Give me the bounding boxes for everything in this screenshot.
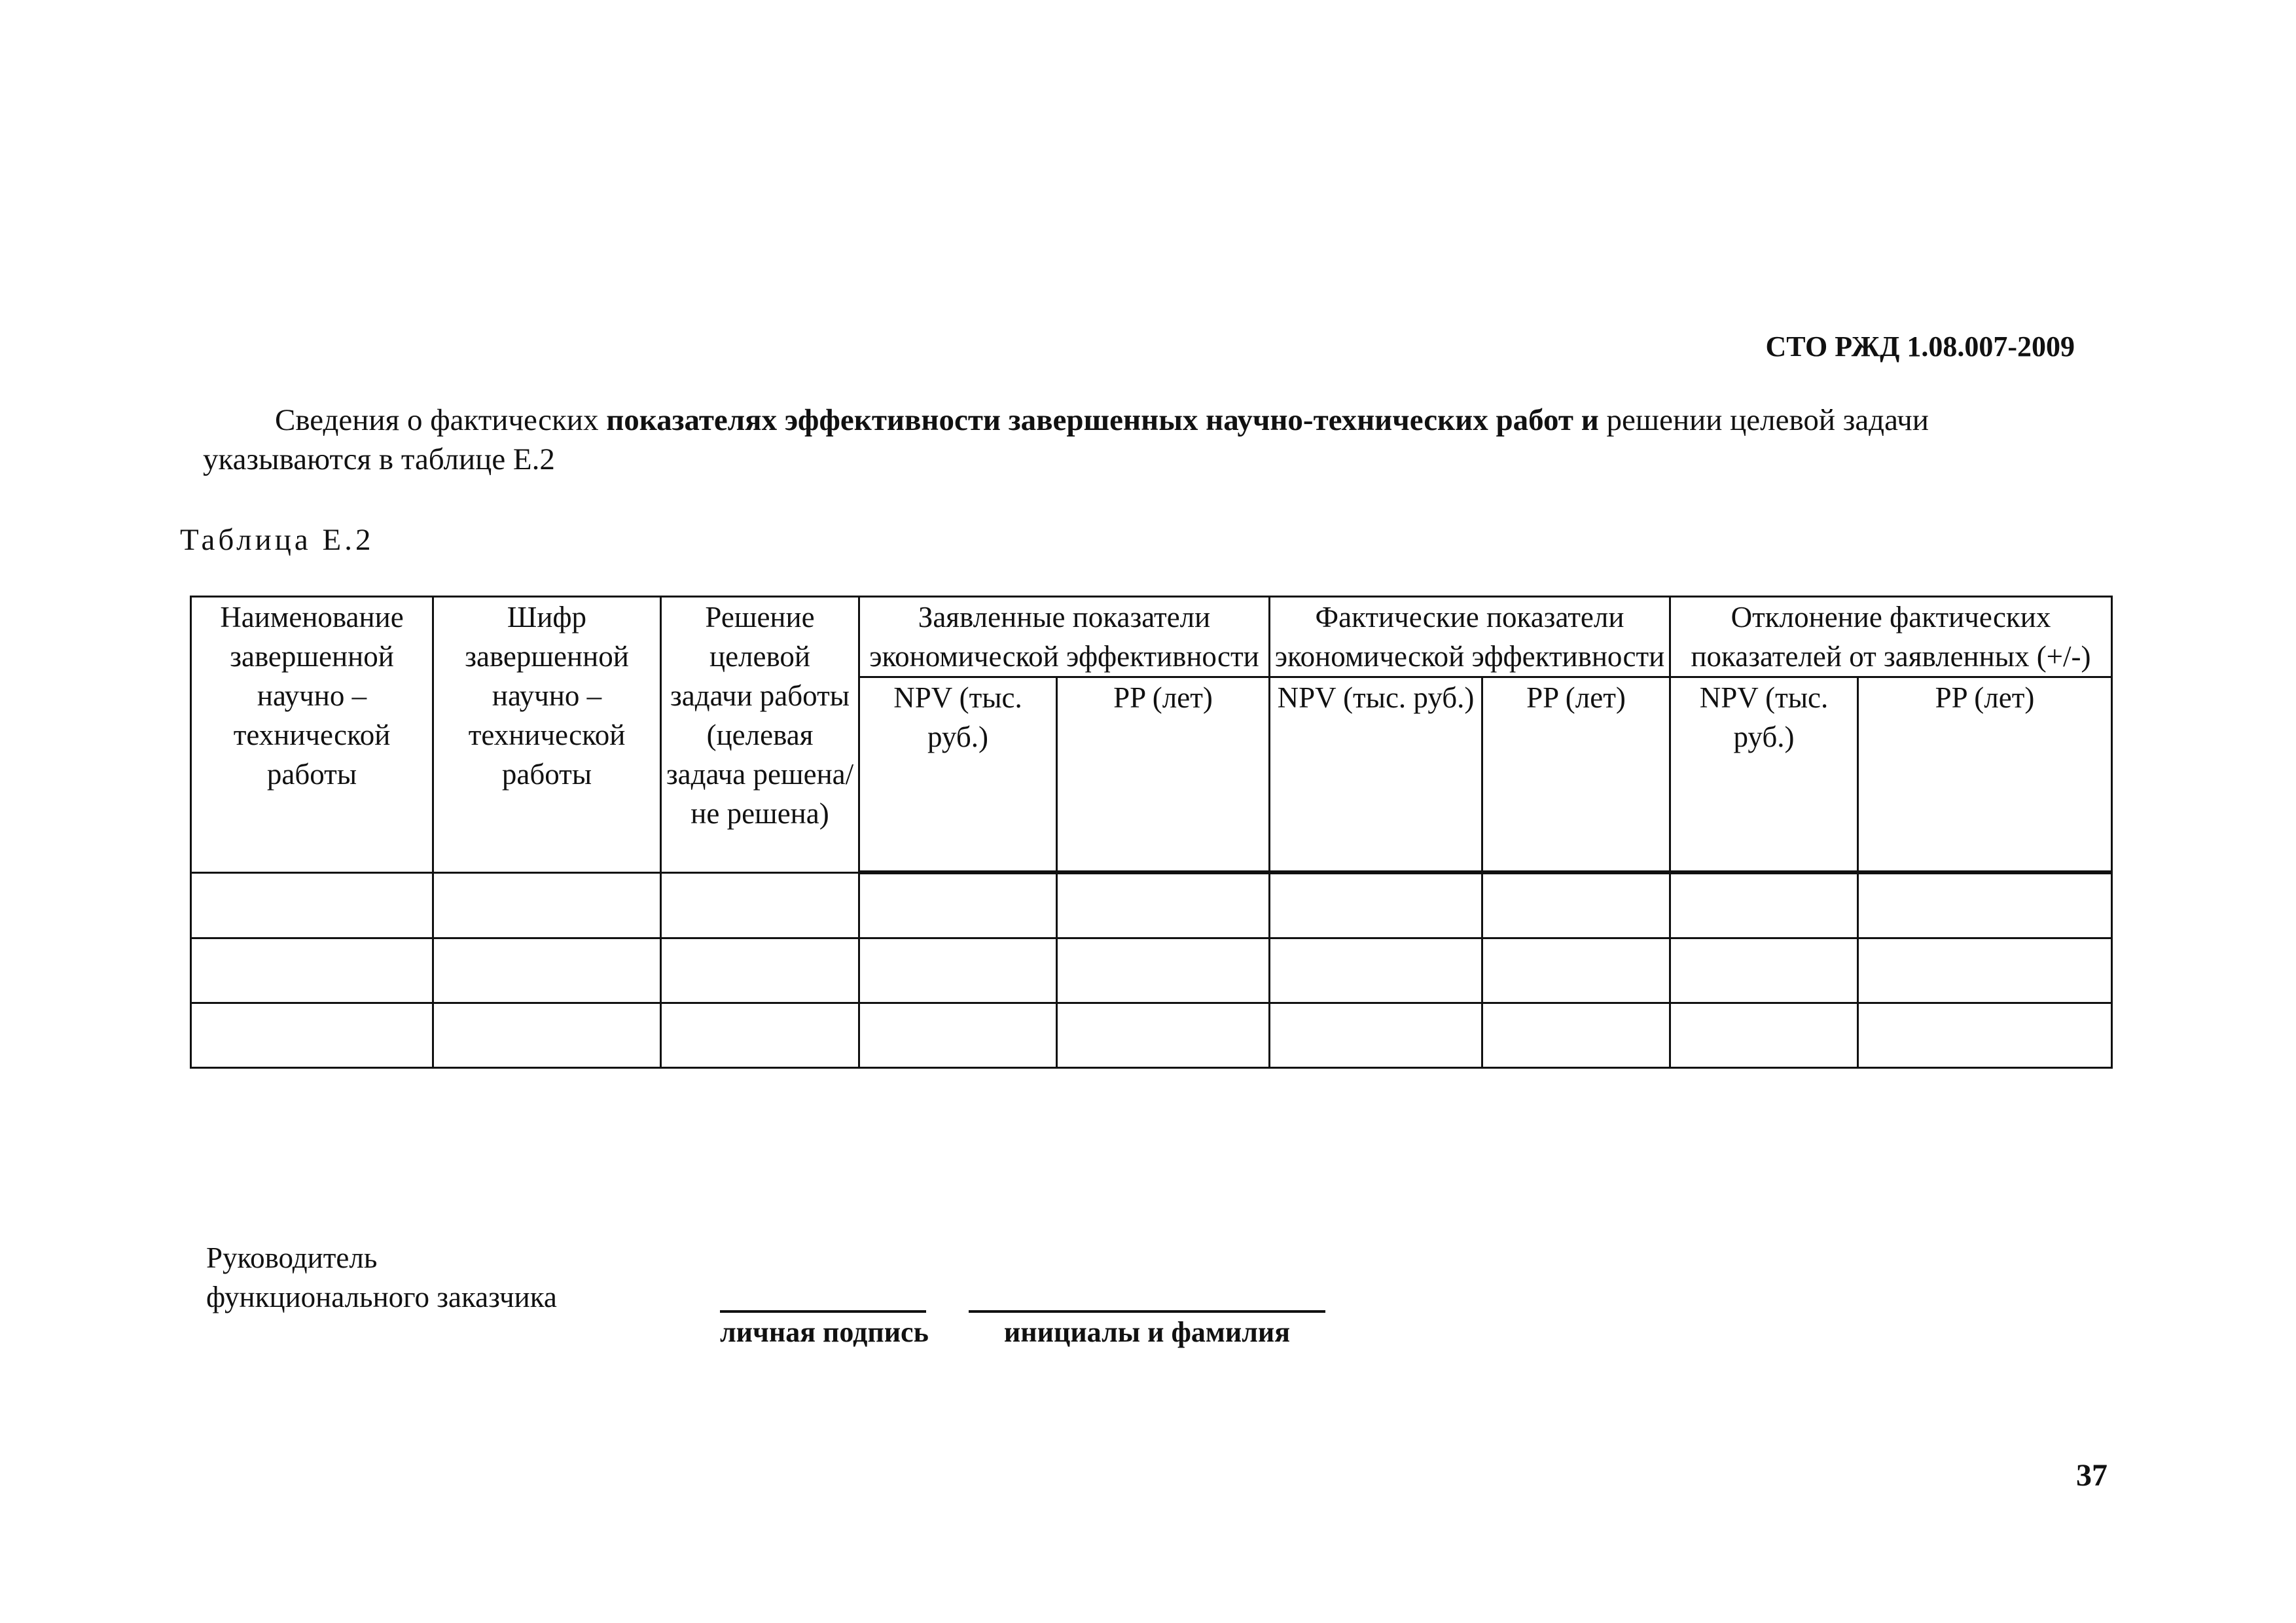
intro-text-plain-b: решении целевой задачи xyxy=(1598,403,1929,437)
header-work-code: Шифр завершенной научно – технической работы xyxy=(433,597,661,873)
subheader-deviation-pp: PP (лет) xyxy=(1858,677,2112,873)
table-cell xyxy=(859,872,1057,938)
subheader-actual-pp: PP (лет) xyxy=(1482,677,1670,873)
table-row xyxy=(191,1003,2112,1068)
header-task-decision: Решение целевой задачи работы (целевая задача решена/ не решена) xyxy=(661,597,859,873)
table-cell xyxy=(191,872,433,938)
table-cell xyxy=(859,1003,1057,1068)
table-cell xyxy=(1670,1003,1858,1068)
table-cell xyxy=(1858,1003,2112,1068)
subheader-deviation-npv: NPV (тыс. руб.) xyxy=(1670,677,1858,873)
header-deviation: Отклонение фактических показателей от заявленных (+/-) xyxy=(1670,597,2112,677)
document-code: СТО РЖД 1.08.007-2009 xyxy=(1765,330,2075,363)
table-cell xyxy=(1670,872,1858,938)
table-row xyxy=(191,938,2112,1003)
subheader-declared-npv: NPV (тыс. руб.) xyxy=(859,677,1057,873)
table-cell xyxy=(191,938,433,1003)
intro-line-1 xyxy=(203,401,2075,440)
header-declared-indicators: Заявленные показатели экономической эффективности xyxy=(859,597,1270,677)
signatory-title-line-2: функционального заказчика xyxy=(206,1281,557,1313)
table-cell xyxy=(1270,1003,1482,1068)
table-cell xyxy=(1482,872,1670,938)
table-cell xyxy=(1270,872,1482,938)
table-cell xyxy=(859,938,1057,1003)
table-cell xyxy=(1670,938,1858,1003)
table-header-row xyxy=(191,597,2112,677)
table-cell xyxy=(661,1003,859,1068)
table-cell xyxy=(433,938,661,1003)
report-table xyxy=(190,596,2113,1069)
header-work-name: Наименование завершенной научно – технической работы xyxy=(191,597,433,873)
table-cell xyxy=(433,872,661,938)
personal-signature-field: личная подпись xyxy=(720,1310,926,1352)
subheader-declared-pp: PP (лет) xyxy=(1057,677,1270,873)
intro-text-plain-a: Сведения о фактических xyxy=(275,403,607,437)
table-cell xyxy=(1482,1003,1670,1068)
table-cell xyxy=(1270,938,1482,1003)
table-cell xyxy=(1057,1003,1270,1068)
subheader-actual-npv: NPV (тыс. руб.) xyxy=(1270,677,1482,873)
signatory-title-line-1: Руководитель xyxy=(206,1241,378,1274)
table-cell xyxy=(1858,938,2112,1003)
intro-text-bold: показателях эффективности завершенных научно-технических работ и xyxy=(606,403,1599,437)
table-cell xyxy=(1482,938,1670,1003)
page-number: 37 xyxy=(2076,1458,2108,1493)
signature-block xyxy=(206,1238,557,1317)
header-actual-indicators: Фактические показатели экономической эффективности xyxy=(1270,597,1670,677)
table-cell xyxy=(191,1003,433,1068)
intro-line-2: указываются в таблице Е.2 xyxy=(203,442,555,476)
table-cell xyxy=(661,938,859,1003)
table-caption: Таблица Е.2 xyxy=(180,523,374,557)
table-row xyxy=(191,872,2112,938)
table-cell xyxy=(1057,938,1270,1003)
intro-paragraph xyxy=(203,401,2075,479)
initials-surname-field: инициалы и фамилия xyxy=(969,1310,1325,1352)
table-cell xyxy=(433,1003,661,1068)
table-cell xyxy=(1057,872,1270,938)
table-cell xyxy=(661,872,859,938)
table-cell xyxy=(1858,872,2112,938)
